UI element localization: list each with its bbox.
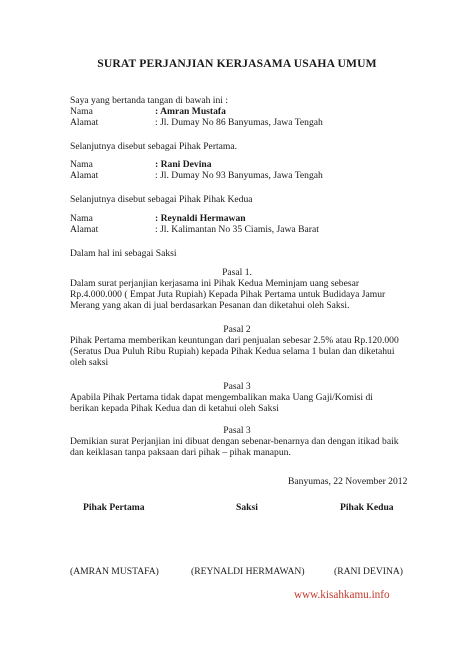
party2-address-label: Alamat	[70, 170, 99, 181]
pasal-3-line: Apabila Pihak Pertama tidak dapat mengembalikan maka Uang Gaji/Komisi di	[70, 392, 373, 403]
party2-name-value: : Rani Devina	[155, 159, 212, 170]
pasal-2-line: oleh saksi	[70, 357, 109, 368]
document-title: SURAT PERJANJIAN KERJASAMA USAHA UMUM	[97, 57, 377, 70]
party1-address-label: Alamat	[70, 117, 99, 128]
closing-pasal-line: Demikian surat Perjanjian ini dibuat dengan sebenar-benarnya dan dengan itikad baik	[70, 436, 399, 447]
second-party-statement: Selanjutnya disebut sebagai Pihak Pihak Kedua	[70, 194, 253, 205]
party3-address-value: : Jl. Kalimantan No 35 Ciamis, Jawa Barat	[155, 224, 319, 235]
name-witness: (REYNALDI HERMAWAN)	[191, 566, 305, 577]
party2-name-label: Nama	[70, 159, 93, 170]
party3-name-label: Nama	[70, 213, 93, 224]
pasal-2-line: Pihak Pertama memberikan keuntungan dari penjualan sebesar 2.5% atau Rp.120.000	[70, 335, 399, 346]
party1-name-label: Nama	[70, 106, 93, 117]
party3-name-value: : Reynaldi Hermawan	[155, 213, 246, 224]
party3-address-label: Alamat	[70, 224, 99, 235]
signer-witness: Saksi	[236, 502, 258, 513]
pasal-2-line: (Seratus Dua Puluh Ribu Rupiah) kepada Pihak Kedua selama 1 bulan dan diketahui	[70, 346, 395, 357]
party1-name-value: : Amran Mustafa	[155, 106, 226, 117]
pasal-1-heading: Pasal 1.	[222, 267, 252, 278]
signer-first-party: Pihak Pertama	[83, 502, 145, 513]
pasal-3-heading: Pasal 3	[223, 381, 251, 392]
pasal-3-line: berikan kepada Pihak Kedua dan di ketahui oleh Saksi	[70, 403, 279, 414]
place-date: Banyumas, 22 November 2012	[288, 476, 408, 487]
pasal-1-line: Merang yang akan di jual berdasarkan Pesanan dan diketahui oleh Saksi.	[70, 300, 350, 311]
name-second-party: (RANI DEVINA)	[334, 566, 404, 577]
pasal-1-line: Rp.4.000.000 ( Empat Juta Rupiah) Kepada Pihak Pertama untuk Budidaya Jamur	[70, 289, 386, 300]
first-party-statement: Selanjutnya disebut sebagai Pihak Pertama.	[70, 141, 238, 152]
pasal-2-heading: Pasal 2	[223, 324, 251, 335]
closing-pasal-heading: Pasal 3	[223, 425, 251, 436]
closing-pasal-line: dan keiklasan tanpa paksaan dari pihak – pihak manapun.	[70, 447, 291, 458]
intro-text: Saya yang bertanda tangan di bawah ini :	[70, 95, 228, 106]
website-watermark[interactable]: www.kisahkamu.info	[294, 589, 390, 601]
name-first-party: (AMRAN MUSTAFA)	[70, 566, 159, 577]
party2-address-value: : Jl. Dumay No 93 Banyumas, Jawa Tengah	[155, 170, 323, 181]
signer-second-party: Pihak Kedua	[340, 502, 394, 513]
pasal-1-line: Dalam surat perjanjian kerjasama ini Pihak Kedua Meminjam uang sebesar	[70, 278, 360, 289]
party1-address-value: : Jl. Dumay No 86 Banyumas, Jawa Tengah	[155, 117, 323, 128]
witness-statement: Dalam hal ini sebagai Saksi	[70, 248, 177, 259]
